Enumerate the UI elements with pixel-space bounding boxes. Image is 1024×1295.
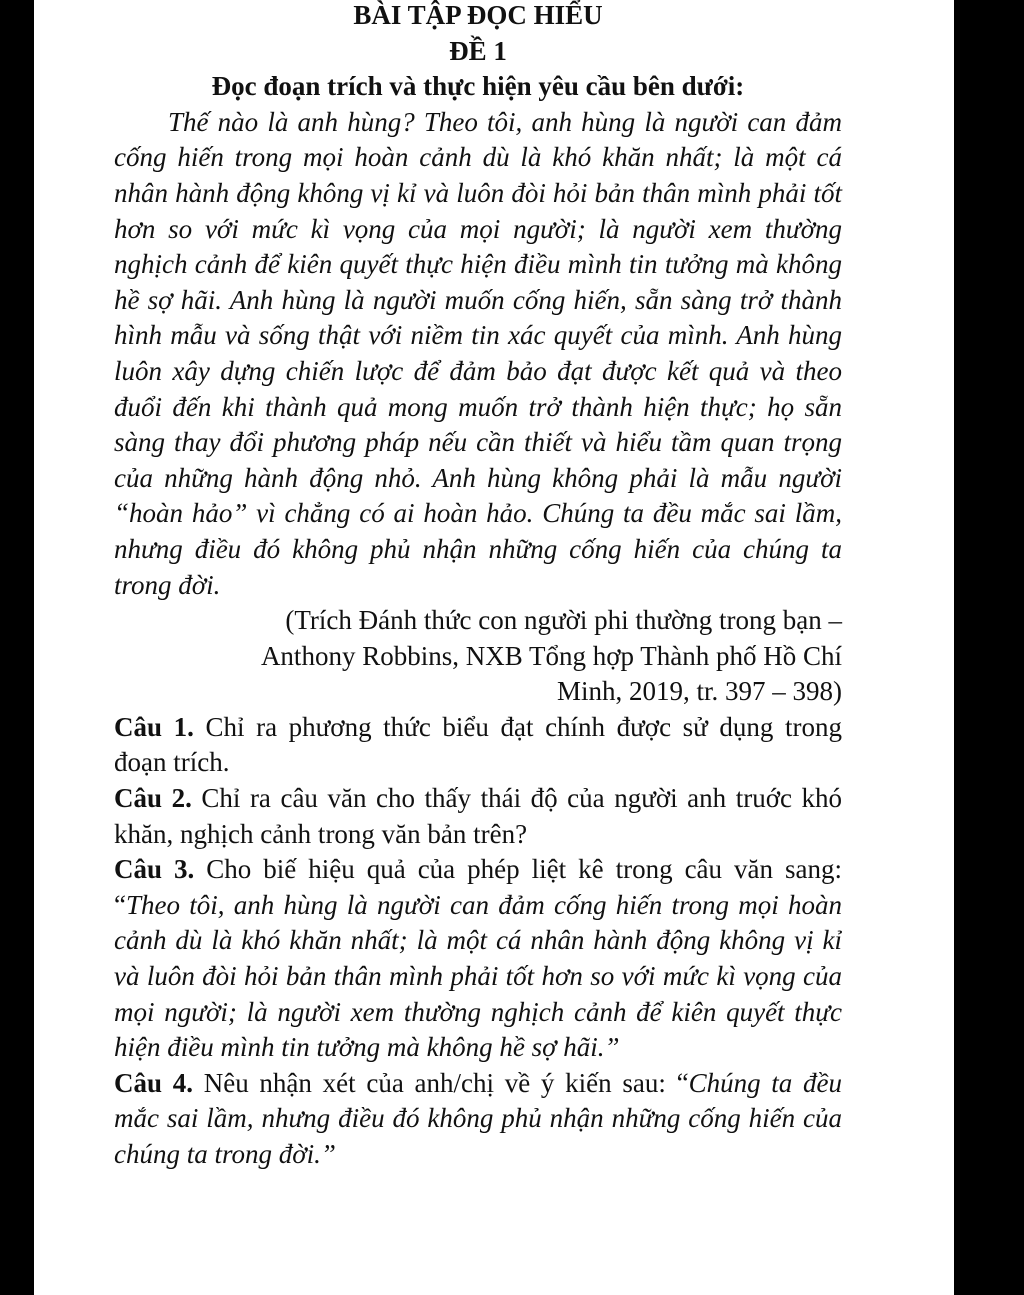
question-text: Chỉ ra phương thức biểu đạt chính được sử dụng trong đoạn trích.: [114, 711, 842, 778]
exercise-number: ĐỀ 1: [449, 35, 507, 66]
document-page: [34, 0, 954, 1295]
question-text: Nêu nhận xét của anh/chị về ý kiến sau: “: [193, 1067, 689, 1098]
question-label: Câu 1.: [114, 711, 194, 742]
question-quote: Theo tôi, anh hùng là người can đảm cống hiến trong mọi hoàn cảnh dù là khó khăn nhất; là một cá nhân hành động không vị kỉ và luôn đòi hỏi bản thân mình phải tốt hơn so với mức kì vọng của mọi người; là người xem thường nghịch cảnh để kiên quyết thực hiện điều mình tin tưởng mà không hề sợ hãi.”: [114, 889, 842, 1063]
instruction: Đọc đoạn trích và thực hiện yêu cầu bên dưới:: [211, 71, 745, 102]
question-label: Câu 3.: [114, 854, 195, 885]
question-1: [114, 710, 842, 781]
question-text: Chỉ ra câu văn cho thấy thái độ của người anh truớc khó khăn, nghịch cảnh trong văn bản trên?: [114, 783, 843, 849]
passage-text: Thế nào là anh hùng? Theo tôi, anh hùng là người can đảm cống hiến trong mọi hoàn cảnh dù là khó khăn nhất; là một cá nhân hành động không vị kỉ và luôn đòi hỏi bản thân mình phải tốt hơn so với mức kì vọng của mọi người; là người xem thường nghịch cảnh để kiên quyết thực hiện điều mình tin tưởng mà không hề sợ hãi. Anh hùng là người muốn cống hiến, sẵn sàng trở thành hình mẫu và sống thật với niềm tin xác quyết của mình. Anh hùng luôn xây dựng chiến lược để đảm bảo đạt được kết quả và theo đuổi đến khi thành quả mong muốn trở thành hiện thực; họ sẵn sàng thay đổi phương pháp nếu cần thiết và hiểu tầm quan trọng của những hành động nhỏ. Anh hùng không phải là mẫu người “hoàn hảo” vì chẳng có ai hoàn hảo. Chúng ta đều mắc sai lầm, nhưng điều đó không phủ nhận những cống hiến của chúng ta trong đời.: [114, 106, 842, 600]
source-line-2: Anthony Robbins, NXB Tổng hợp Thành phố Hồ Chí: [260, 640, 842, 671]
question-label: Câu 2.: [114, 783, 192, 814]
question-2: [114, 781, 842, 852]
page-title: BÀI TẬP ĐỌC HIỂU: [353, 0, 603, 30]
source-line-3: Minh, 2019, tr. 397 – 398): [556, 676, 842, 707]
question-3: [114, 852, 842, 1066]
question-label: Câu 4.: [114, 1067, 193, 1098]
question-4: [114, 1066, 842, 1173]
source-line-1: (Trích Đánh thức con người phi thường trong bạn –: [285, 605, 842, 636]
question-quote: Chúng ta đều mắc sai lầm, nhưng điều đó không phủ nhận những cống hiến của chúng ta trong đời.”: [114, 1067, 843, 1169]
document-content: [114, 0, 842, 1173]
question-text: Cho biế hiệu quả của phép liệt kê trong câu văn sang: “: [114, 854, 843, 920]
